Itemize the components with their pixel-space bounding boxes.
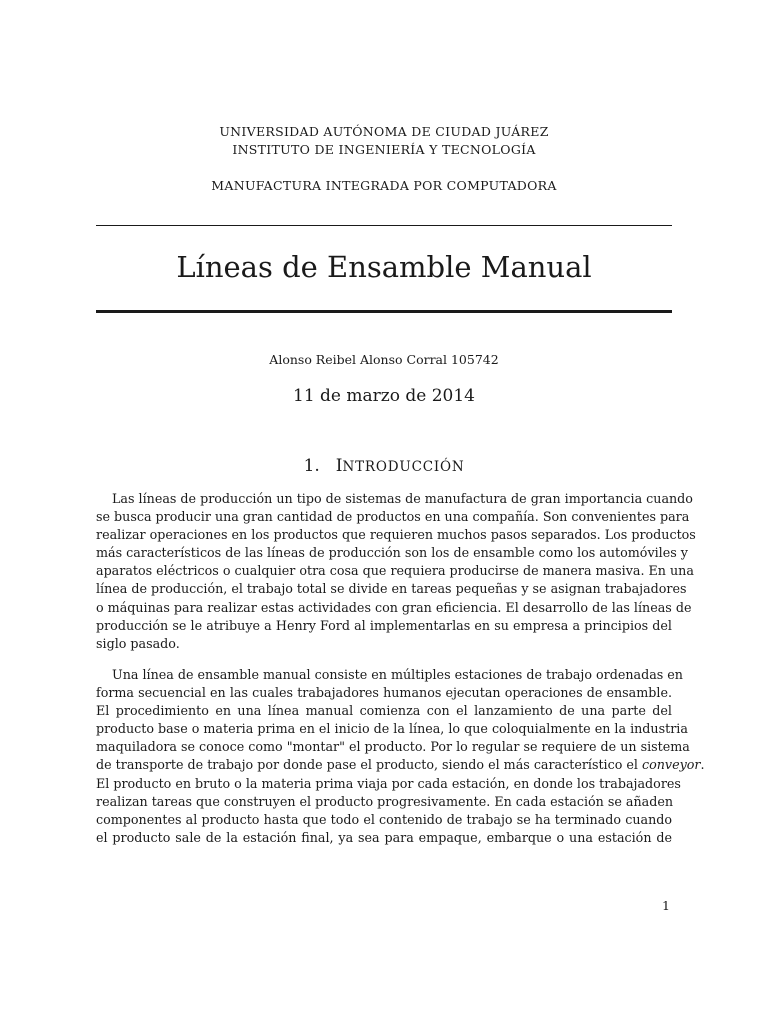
title-top-rule [96, 225, 672, 226]
paragraph-line: se busca producir una gran cantidad de productos en una compañía. Son convenientes para [96, 509, 690, 525]
institute-name: INSTITUTO DE INGENIERÍA Y TECNOLOGÍA [232, 142, 536, 157]
page-number: 1 [662, 898, 670, 913]
paragraph-line: componentes al producto hasta que todo el contenido de trabajo se ha terminado cuando [96, 811, 672, 827]
paragraph-line: El procedimiento en una línea manual comienza con el lanzamiento de una parte del [96, 703, 672, 719]
paragraph-line: línea de producción, el trabajo total se divide en tareas pequeñas y se asignan trabajadores [96, 581, 687, 597]
author-line: Alonso Reibel Alonso Corral 105742 [269, 352, 499, 367]
section-heading [0, 456, 768, 476]
paragraph-line-text: de transporte de trabajo por donde pase el producto, siendo el más característico el [96, 757, 638, 773]
paragraph-line: Las líneas de producción un tipo de sistemas de manufactura de gran importancia cuando [112, 491, 693, 506]
italic-term: conveyor [642, 757, 701, 773]
course-name: MANUFACTURA INTEGRADA POR COMPUTADORA [211, 178, 557, 193]
paragraph-line: forma secuencial en las cuales trabajadores humanos ejecutan operaciones de ensamble. [96, 685, 672, 701]
paragraph-line: aparatos eléctricos o cualquier otra cosa que requiera producirse de manera masiva. En una [96, 563, 694, 579]
paragraph-line: el producto sale de la estación final, ya sea para empaque, embarque o una estación de [96, 829, 672, 845]
document-date: 11 de marzo de 2014 [293, 386, 475, 406]
paragraph-line: más característicos de las líneas de producción son los de ensamble como los automóviles y [96, 545, 688, 561]
paragraph-line: o máquinas para realizar estas actividades con gran eficiencia. El desarrollo de las líneas de [96, 599, 692, 615]
paragraph-line: siglo pasado. [96, 635, 180, 651]
section-title-rest: NTRODUCCIÓN [342, 459, 465, 475]
document-title: Líneas de Ensamble Manual [176, 250, 592, 284]
paragraph-line: El producto en bruto o la materia prima viaja por cada estación, en donde los trabajadores [96, 775, 681, 791]
paragraph-line: producción se le atribuye a Henry Ford al implementarlas en su empresa a principios del [96, 617, 672, 633]
section-title-initial: I [335, 456, 343, 476]
paragraph-intro [96, 490, 696, 653]
paragraph-line: realizar operaciones en los productos que requieren muchos pasos separados. Los productos [96, 527, 696, 543]
paragraph-manual-line [96, 666, 705, 847]
paragraph-line: maquiladora se conoce como "montar" el producto. Por lo regular se requiere de un sistema [96, 739, 690, 755]
paragraph-line: producto base o materia prima en el inicio de la línea, lo que coloquialmente en la industria [96, 721, 688, 737]
section-number: 1. [303, 456, 320, 476]
paragraph-line: Una línea de ensamble manual consiste en múltiples estaciones de trabajo ordenadas en [112, 667, 683, 682]
university-name: UNIVERSIDAD AUTÓNOMA DE CIUDAD JUÁREZ [219, 124, 549, 139]
title-bottom-rule [96, 310, 672, 313]
paragraph-line-with-italic: de transporte de trabajo por donde pase el producto, siendo el más característico el conveyor. [96, 757, 705, 773]
paragraph-line: realizan tareas que construyen el producto progresivamente. En cada estación se añaden [96, 793, 674, 809]
